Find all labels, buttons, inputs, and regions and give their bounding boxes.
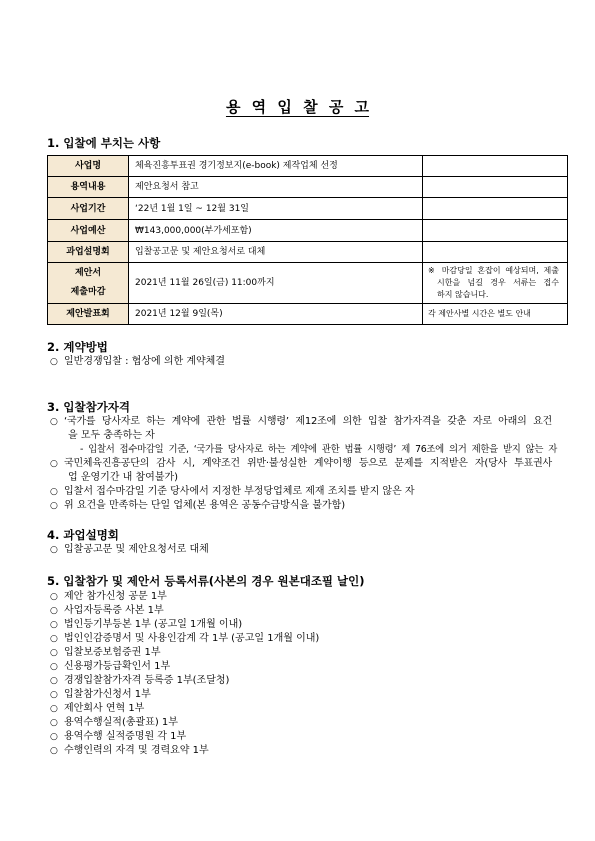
list-item (50, 660, 560, 674)
list-item-text: 입찰보증보험증권 1부 (64, 647, 161, 658)
row-note-empty (423, 220, 568, 242)
row-value: 2021년 12월 9일(목) (129, 304, 423, 325)
section-3-heading: 3. 입찰참가자격 (47, 400, 131, 414)
list-item-text: 위 요건을 만족하는 단일 업체(본 용역은 공동수급방식을 불가함) (64, 500, 346, 511)
bullet-circle: ○ (50, 676, 58, 686)
table-row-presentation (48, 304, 568, 325)
row-note-empty (423, 198, 568, 220)
section-4-heading: 4. 과업설명회 (47, 528, 119, 542)
bullet-circle: ○ (50, 620, 58, 630)
list-item (50, 355, 560, 369)
note-line: 하지 않습니다. (437, 290, 489, 299)
row-value: ‘22년 1월 1일 ~ 12월 31일 (129, 198, 423, 220)
row-value: 제안요청서 참고 (129, 177, 423, 198)
contract-method-list (50, 355, 560, 369)
list-item (50, 485, 560, 499)
list-item (50, 590, 560, 604)
table-row-briefing (48, 242, 568, 263)
section-2-heading: 2. 계약방법 (47, 340, 108, 354)
row-value: 2021년 11월 26일(금) 11:00까지 (129, 263, 423, 304)
row-note-empty (423, 242, 568, 263)
list-item (50, 730, 560, 744)
list-item (50, 744, 560, 758)
list-item-text: 사업자등록증 사본 1부 (64, 605, 164, 616)
list-item (50, 646, 560, 660)
list-item (50, 632, 560, 646)
section-5-heading: 5. 입찰참가 및 제안서 등록서류(사본의 경우 원본대조필 날인) (47, 574, 365, 588)
bullet-circle: ○ (50, 732, 58, 742)
bullet-circle: ○ (50, 746, 58, 756)
bullet-circle: ○ (50, 459, 58, 469)
list-item (50, 457, 560, 471)
note-line: 시한을 넘길 경우 서류는 접수 (437, 278, 559, 287)
list-item-text: 입찰서 접수마감일 기준 당사에서 지정한 부정당업체로 제재 조치를 받지 않은 자 (64, 486, 415, 497)
bullet-circle: ○ (50, 357, 58, 367)
table-row-service-content (48, 177, 568, 198)
bullet-circle: ○ (50, 487, 58, 497)
list-item-text: 을 모두 충족하는 자 (68, 430, 155, 441)
list-item-text: 일반경쟁입찰 : 협상에 의한 계약체결 (64, 356, 225, 367)
list-item (50, 543, 560, 557)
row-note-empty (423, 177, 568, 198)
list-item-text: 수행인력의 자격 및 경력요약 1부 (64, 745, 209, 756)
bid-info-table (47, 155, 568, 325)
bullet-circle: ○ (50, 606, 58, 616)
bullet-circle: ○ (50, 718, 58, 728)
row-label (48, 263, 129, 304)
list-sub-item (50, 443, 560, 457)
list-item-text: 신용평가등급확인서 1부 (64, 661, 171, 672)
row-label: 사업명 (48, 156, 129, 177)
list-item-text: 국민체육진흥공단의 감사 시, 계약조건 위반·불성실한 계약이행 등으로 문제를 지적받은 자(당사 투표권사 (64, 458, 552, 469)
row-label: 사업예산 (48, 220, 129, 242)
section-1-heading: 1. 입찰에 부치는 사항 (47, 136, 161, 150)
row-label: 과업설명회 (48, 242, 129, 263)
bullet-circle: ○ (50, 704, 58, 714)
bullet-circle: ○ (50, 634, 58, 644)
list-item-text: 법인인감증명서 및 사용인감계 각 1부 (공고일 1개월 이내) (64, 633, 320, 644)
bullet-circle: ○ (50, 545, 58, 555)
table-row-project-period (48, 198, 568, 220)
list-item-text: 용역수행 실적증명원 각 1부 (64, 731, 187, 742)
list-item-continuation (50, 429, 560, 443)
row-label-line: 제출마감 (70, 287, 106, 297)
announcement-title-text: 용 역 입 찰 공 고 (225, 98, 370, 116)
briefing-list (50, 543, 560, 557)
list-item (50, 604, 560, 618)
list-item-text: 용역수행실적(총괄표) 1부 (64, 717, 178, 728)
announcement-title (0, 97, 595, 117)
list-item-text: 입찰참가신청서 1부 (64, 689, 151, 700)
row-label-line: 제안서 (74, 268, 102, 278)
list-item (50, 688, 560, 702)
row-value: 입찰공고문 및 제안요청서로 대체 (129, 242, 423, 263)
required-documents-list (50, 590, 560, 758)
bullet-circle: ○ (50, 417, 58, 427)
bullet-circle: ○ (50, 501, 58, 511)
row-note-empty (423, 156, 568, 177)
note-line: ※ 마감당일 혼잡이 예상되며, 제출 (428, 266, 559, 275)
list-item (50, 415, 560, 429)
bullet-circle: ○ (50, 662, 58, 672)
row-note (423, 263, 568, 304)
table-row-project-budget (48, 220, 568, 242)
list-item-text: 제안 참가신청 공문 1부 (64, 591, 167, 602)
eligibility-list (50, 415, 560, 513)
list-item-text: ‘국가를 당사자로 하는 계약에 관한 법률 시행령’ 제12조에 의한 입찰 참가자격을 갖춘 자로 아래의 요건 (64, 416, 552, 427)
list-sub-item-text: - 입찰서 접수마감일 기준, ‘국가를 당사자로 하는 계약에 관한 법률 시행령’ 제 76조에 의거 제한을 받지 않는 자 (80, 444, 557, 455)
bullet-circle: ○ (50, 648, 58, 658)
table-row-proposal-deadline (48, 263, 568, 304)
row-value: 체육진흥투표권 경기정보지(e-book) 제작업체 선정 (129, 156, 423, 177)
bullet-circle: ○ (50, 690, 58, 700)
list-item-text: 업 운영기간 내 참여불가) (68, 472, 179, 483)
row-value: ₩143,000,000(부가세포함) (129, 220, 423, 242)
row-label: 사업기간 (48, 198, 129, 220)
list-item (50, 702, 560, 716)
list-item-text: 법인등기부등본 1부 (공고일 1개월 이내) (64, 619, 243, 630)
note-line: 각 제안사별 시간은 별도 안내 (428, 309, 531, 318)
row-label: 제안발표회 (48, 304, 129, 325)
table-row-project-name (48, 156, 568, 177)
row-note (423, 304, 568, 325)
row-label: 용역내용 (48, 177, 129, 198)
list-item-text: 제안회사 연혁 1부 (64, 703, 145, 714)
list-item-text: 입찰공고문 및 제안요청서로 대체 (64, 544, 209, 555)
list-item-continuation (50, 471, 560, 485)
list-item (50, 499, 560, 513)
list-item-text: 경쟁입찰참가자격 등록증 1부(조달청) (64, 675, 230, 686)
list-item (50, 716, 560, 730)
list-item (50, 674, 560, 688)
list-item (50, 618, 560, 632)
bullet-circle: ○ (50, 592, 58, 602)
